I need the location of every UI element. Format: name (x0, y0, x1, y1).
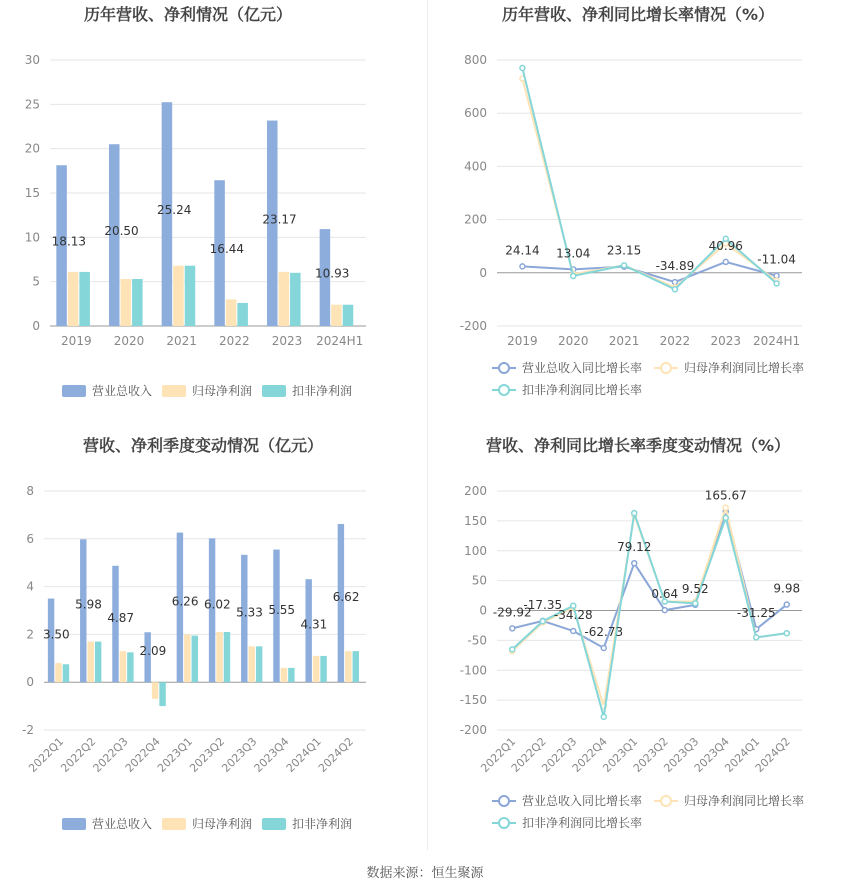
data-point (520, 264, 525, 269)
y-tick-label: 25 (24, 97, 40, 112)
y-tick-label: 100 (464, 543, 487, 558)
legend (62, 383, 352, 398)
data-label: 0.64 (651, 587, 679, 602)
bar-net-profit (184, 634, 190, 682)
x-tick-label: 2022Q1 (478, 734, 519, 775)
legend-label: 营业总收入 (92, 817, 153, 831)
bar-deducted-profit (288, 668, 294, 682)
legend-label: 营业总收入同比增长率 (522, 794, 643, 808)
bar-deducted-profit (224, 632, 230, 682)
x-tick-label: 2022Q2 (508, 734, 549, 775)
data-point (601, 714, 606, 719)
chart-title: 营收、净利季度变动情况（亿元） (82, 436, 324, 455)
legend-marker (499, 363, 509, 373)
legend (492, 793, 804, 830)
chart-title: 历年营收、净利情况（亿元） (83, 5, 293, 24)
y-tick-label: 8 (26, 484, 34, 498)
data-point (601, 645, 606, 650)
y-tick-label: 0 (479, 265, 487, 280)
bar-deducted-profit (343, 305, 354, 326)
quarterly-line-chart (460, 436, 804, 830)
data-point (774, 281, 779, 286)
x-tick-label: 2024Q1 (722, 734, 763, 775)
legend (492, 360, 804, 397)
data-point (622, 263, 627, 268)
chart-title: 历年营收、净利同比增长率情况（%） (501, 5, 775, 24)
data-point (754, 635, 759, 640)
bar-deducted-profit (353, 651, 359, 682)
data-label: 4.31 (300, 617, 328, 632)
data-point (774, 273, 779, 278)
x-tick-label: 2023Q1 (600, 734, 641, 775)
legend-swatch (162, 818, 186, 830)
data-point (723, 515, 728, 520)
legend-label: 营业总收入同比增长率 (522, 361, 643, 375)
data-label: -31.25 (736, 606, 776, 621)
annual-line-chart (460, 5, 804, 397)
bar-net-profit (173, 266, 184, 326)
legend-label: 归母净利润 (192, 817, 253, 831)
legend-label: 归母净利润同比增长率 (684, 794, 805, 808)
bar-net-profit (55, 663, 61, 682)
legend-swatch (62, 818, 86, 830)
x-tick-label: 2022Q4 (122, 734, 163, 775)
bar-deducted-profit (185, 266, 196, 326)
y-tick-label: 0 (479, 603, 487, 618)
data-label: 23.17 (262, 212, 297, 227)
data-point (632, 561, 637, 566)
data-label: 6.02 (203, 597, 231, 612)
legend-marker (499, 385, 509, 395)
data-point (662, 608, 667, 613)
data-label: 6.62 (332, 590, 360, 605)
bar-deducted-profit (63, 664, 69, 682)
data-label: 4.87 (107, 611, 135, 626)
y-tick-label: 6 (26, 531, 34, 546)
data-label: 9.52 (681, 581, 709, 596)
data-label: -34.89 (655, 259, 695, 274)
bar-net-profit (121, 279, 132, 326)
y-tick-label: -50 (467, 633, 487, 648)
annual-bar-chart (25, 5, 366, 398)
bar-deducted-profit (159, 682, 165, 706)
y-tick-label: -200 (459, 319, 487, 333)
x-tick-label: 2023Q4 (691, 734, 732, 775)
x-tick-label: 2024Q2 (752, 734, 793, 775)
x-tick-label: 2024H1 (752, 334, 801, 348)
data-label: 5.55 (268, 602, 296, 617)
x-tick-label: 2023Q4 (251, 734, 292, 775)
data-label: 20.50 (104, 224, 139, 239)
x-tick-label: 2023Q2 (187, 734, 228, 775)
y-tick-label: 150 (464, 513, 487, 528)
legend-marker (661, 796, 671, 806)
x-tick-label: 2020 (113, 334, 145, 348)
data-label: 79.12 (617, 540, 652, 555)
bar-net-profit (331, 305, 342, 326)
y-tick-label: 200 (464, 484, 487, 498)
x-tick-label: 2022 (659, 334, 691, 348)
x-tick-label: 2022Q4 (569, 734, 610, 775)
bar-net-profit (216, 632, 222, 682)
x-tick-label: 2023Q1 (154, 734, 196, 775)
bar-net-profit (120, 651, 126, 682)
x-tick-label: 2021 (166, 334, 197, 348)
x-tick-label: 2019 (61, 334, 92, 348)
x-tick-label: 2023Q3 (661, 734, 702, 775)
data-label: 40.96 (708, 238, 743, 253)
data-label: 9.98 (773, 581, 801, 596)
legend-marker (661, 363, 671, 373)
bar-deducted-profit (192, 636, 198, 683)
bar-deducted-profit (320, 656, 326, 682)
data-label: 5.98 (75, 597, 102, 612)
legend-swatch (162, 385, 186, 397)
legend-label: 扣非净利润 (292, 384, 353, 398)
data-label: -34.28 (553, 607, 593, 622)
legend-swatch (262, 385, 286, 397)
legend (62, 816, 352, 831)
data-point (723, 505, 728, 510)
legend-label: 归母净利润 (192, 384, 253, 398)
quarterly-bar-chart (22, 436, 366, 831)
x-tick-label: 2023 (710, 334, 742, 348)
bar-net-profit (88, 642, 94, 683)
y-tick-label: 4 (26, 579, 34, 594)
series-line (522, 262, 776, 282)
data-label: 13.04 (556, 246, 591, 261)
legend-marker (499, 796, 509, 806)
x-tick-label: 2022Q3 (539, 734, 580, 775)
x-tick-label: 2024H1 (316, 334, 364, 348)
legend-marker (499, 818, 509, 828)
y-tick-label: -2 (22, 723, 34, 737)
data-label: 18.13 (51, 234, 87, 249)
y-tick-label: 5 (32, 274, 40, 289)
data-point (510, 626, 515, 631)
bar-deducted-profit (256, 646, 262, 682)
data-label: 2.09 (139, 644, 167, 659)
bar-net-profit (152, 682, 158, 699)
y-tick-label: 15 (24, 186, 40, 200)
data-point (520, 65, 525, 70)
x-tick-label: 2021 (608, 334, 640, 348)
data-point (510, 647, 515, 652)
x-tick-label: 2023Q3 (219, 734, 260, 775)
data-label: -17.35 (523, 597, 563, 612)
y-tick-label: 2 (26, 627, 34, 642)
data-label: 24.14 (505, 243, 540, 258)
x-tick-label: 2019 (507, 334, 538, 348)
data-label: 5.33 (236, 605, 263, 620)
x-tick-label: 2023 (271, 334, 303, 348)
data-point (784, 631, 789, 636)
x-tick-label: 2023Q2 (630, 734, 671, 775)
bar-deducted-profit (290, 273, 301, 326)
data-point (693, 601, 698, 606)
data-point (784, 602, 789, 607)
x-tick-label: 2022Q3 (90, 734, 131, 775)
x-tick-label: 2022 (219, 334, 250, 348)
legend-label: 扣非净利润 (292, 817, 353, 831)
panel-divider (427, 0, 428, 850)
bar-net-profit (226, 299, 237, 326)
x-tick-label: 2024Q2 (315, 734, 357, 775)
legend-swatch (62, 385, 86, 397)
data-point (571, 628, 576, 633)
bar-net-profit (279, 272, 290, 326)
x-tick-label: 2020 (557, 334, 589, 348)
data-point (540, 619, 545, 624)
legend-label: 营业总收入 (92, 384, 153, 398)
bar-deducted-profit (237, 303, 248, 326)
legend-label: 扣非净利润同比增长率 (522, 383, 643, 397)
legend-label: 扣非净利润同比增长率 (522, 816, 643, 830)
data-label: 3.50 (42, 627, 70, 642)
data-source-note: 数据来源：恒生聚源 (366, 866, 484, 881)
bar-deducted-profit (79, 272, 90, 326)
x-tick-label: 2022Q2 (58, 734, 99, 775)
data-point (672, 287, 677, 292)
data-label: 165.67 (704, 488, 747, 503)
y-tick-label: 600 (464, 106, 487, 121)
data-label: -62.73 (584, 624, 624, 639)
data-point (571, 273, 576, 278)
y-tick-label: 0 (26, 675, 34, 690)
y-tick-label: 800 (464, 53, 487, 67)
x-tick-label: 2024Q1 (283, 734, 324, 775)
bar-net-profit (345, 651, 351, 682)
y-tick-label: 10 (24, 230, 40, 245)
bar-deducted-profit (95, 642, 101, 683)
data-point (632, 511, 637, 516)
bar-net-profit (281, 668, 287, 682)
bar-net-profit (313, 656, 319, 682)
y-tick-label: 20 (24, 141, 40, 156)
data-label: -11.04 (757, 252, 796, 267)
data-point (672, 280, 677, 285)
y-tick-label: 200 (464, 212, 487, 227)
bar-net-profit (249, 646, 255, 682)
y-tick-label: 400 (464, 159, 487, 174)
bar-deducted-profit (127, 652, 133, 682)
y-tick-label: 0 (32, 319, 40, 333)
series-line (512, 512, 787, 648)
bar-deducted-profit (132, 279, 143, 326)
data-label: 6.26 (171, 594, 199, 609)
y-tick-label: -100 (459, 663, 487, 678)
bar-net-profit (68, 272, 79, 326)
data-label: 10.93 (315, 266, 350, 281)
chart-title: 营收、净利同比增长率季度变动情况（%） (485, 436, 791, 455)
y-tick-label: 30 (24, 53, 40, 67)
y-tick-label: 50 (471, 573, 487, 588)
data-label: -29.92 (492, 605, 532, 620)
legend-swatch (262, 818, 286, 830)
x-tick-label: 2022Q1 (26, 734, 67, 775)
legend-label: 归母净利润同比增长率 (684, 361, 805, 375)
data-label: 23.15 (606, 243, 642, 258)
y-tick-label: -150 (459, 693, 487, 708)
data-label: 25.24 (157, 203, 192, 218)
data-point (723, 259, 728, 264)
y-tick-label: -200 (459, 723, 487, 737)
data-label: 16.44 (209, 242, 245, 257)
